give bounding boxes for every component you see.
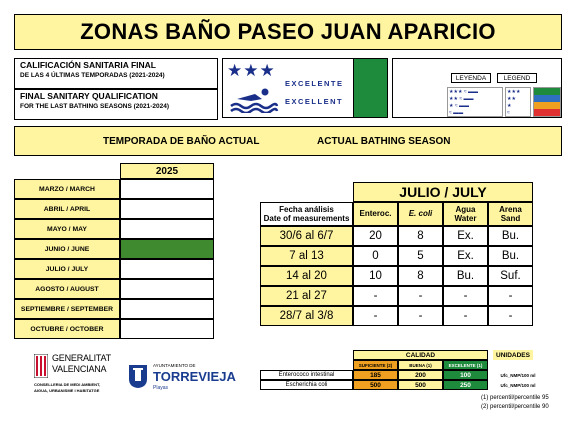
measurement-sand: Bu. — [488, 226, 533, 246]
legend-en-icons: ★★★ ★★ ★ ≈ — [505, 87, 531, 117]
gva-sub-1: CONSELLERIA DE MEDI AMBIENT, — [34, 382, 101, 387]
header-date — [260, 202, 353, 226]
measurement-ecoli: - — [398, 306, 443, 326]
month-status-cell — [120, 199, 214, 219]
badge-color-strip — [354, 58, 388, 118]
quality-level-label: EXCELENTE (1) — [443, 360, 488, 370]
legend-label-en: LEGEND — [497, 73, 537, 83]
torrevieja-emblem-icon — [127, 363, 149, 389]
measurement-enteroc: 0 — [353, 246, 398, 266]
badge-en: EXCELLENT — [285, 97, 344, 106]
qualification-es-subtitle: DE LAS 4 ÚLTIMAS TEMPORADAS (2021-2024) — [20, 72, 165, 79]
quality-level-label: SUFICIENTE (2) — [353, 360, 398, 370]
legend-es-icons: ★★★ ≈ ▬▬ ★★ ≈ ▬▬ ★ ≈ ▬▬ ≈ ▬▬ — [447, 87, 503, 117]
measurement-water: Ex. — [443, 246, 488, 266]
quality-sufficient-value: 185 — [353, 370, 398, 380]
measurement-sand: - — [488, 286, 533, 306]
header-date-es: Fecha análisis — [279, 204, 334, 214]
header-date-en: Date of measurements — [263, 214, 350, 223]
month-status-cell — [120, 259, 214, 279]
current-season-banner — [14, 126, 562, 156]
generalitat-logo — [34, 353, 120, 403]
qualification-es — [14, 58, 218, 89]
swimmer-icon — [229, 87, 279, 113]
month-status-cell — [120, 239, 214, 259]
quality-unit: Ufc_NMP/100 ml — [500, 372, 536, 378]
qualification-en — [14, 89, 218, 120]
gva-sub-2: AIGUA, URBANISME I HABITATGE — [34, 388, 100, 393]
measurement-enteroc: 10 — [353, 266, 398, 286]
measurement-water: Ex. — [443, 226, 488, 246]
measurement-water: - — [443, 306, 488, 326]
quality-sufficient-value: 500 — [353, 380, 398, 390]
measurement-date: 7 al 13 — [260, 246, 353, 266]
quality-good-value: 200 — [398, 370, 443, 380]
header-water — [443, 202, 488, 226]
page-title: ZONAS BAÑO PASEO JUAN APARICIO — [14, 14, 562, 50]
measurement-enteroc: - — [353, 306, 398, 326]
badge-es: EXCELENTE — [285, 79, 344, 88]
generalitat-emblem-icon — [34, 354, 48, 378]
month-status-cell — [120, 299, 214, 319]
qualification-en-title: FINAL SANITARY QUALIFICATION — [20, 91, 158, 101]
measurement-sand: Suf. — [488, 266, 533, 286]
month-label: MAYO / MAY — [14, 219, 120, 239]
month-status-cell — [120, 319, 214, 339]
measurement-date: 14 al 20 — [260, 266, 353, 286]
legend-color-swatches — [533, 87, 561, 117]
month-label: AGOSTO / AUGUST — [14, 279, 120, 299]
current-season-es: TEMPORADA DE BAÑO ACTUAL — [103, 136, 260, 147]
year-header: 2025 — [120, 163, 214, 179]
legend-label-es: LEYENDA — [451, 73, 491, 83]
measurement-sand: - — [488, 306, 533, 326]
month-status-cell — [120, 179, 214, 199]
measurement-ecoli: 8 — [398, 226, 443, 246]
month-status-cell — [120, 279, 214, 299]
quality-row-name: Enterococo intestinal — [260, 370, 353, 380]
measurement-ecoli: 5 — [398, 246, 443, 266]
measurement-sand: Bu. — [488, 246, 533, 266]
gva-name-1: GENERALITAT — [52, 353, 111, 363]
measurement-ecoli: - — [398, 286, 443, 306]
torrevieja-logo — [127, 363, 236, 399]
measurement-date: 30/6 al 6/7 — [260, 226, 353, 246]
measurement-date: 28/7 al 3/8 — [260, 306, 353, 326]
header-sand-en: Sand — [500, 214, 521, 223]
units-title: UNIDADES — [493, 350, 533, 360]
measurement-water: - — [443, 286, 488, 306]
quality-level-label: BUENA (1) — [398, 360, 443, 370]
measurement-date: 21 al 27 — [260, 286, 353, 306]
stars-icon: ★★★ — [227, 61, 276, 80]
header-water-es: Agua — [455, 204, 476, 214]
quality-good-value: 500 — [398, 380, 443, 390]
measurement-enteroc: - — [353, 286, 398, 306]
month-label: SEPTIEMBRE / SEPTEMBER — [14, 299, 120, 319]
month-status-cell — [120, 219, 214, 239]
torrevieja-name: TORREVIEJA — [153, 369, 236, 384]
header-enteroc: Enteroc. — [353, 202, 398, 226]
measurement-water: Bu. — [443, 266, 488, 286]
excellent-badge — [222, 58, 354, 118]
torrevieja-small: AYUNTAMIENTO DE — [153, 363, 196, 368]
header-sand — [488, 202, 533, 226]
quality-title: CALIDAD — [353, 350, 488, 360]
quality-excellent-value: 250 — [443, 380, 488, 390]
header-ecoli: E. coli — [398, 202, 443, 226]
measurement-enteroc: 20 — [353, 226, 398, 246]
header-water-en: Water — [454, 214, 477, 223]
month-label: ABRIL / APRIL — [14, 199, 120, 219]
month-label: JUNIO / JUNE — [14, 239, 120, 259]
header-sand-es: Arena — [499, 204, 522, 214]
legend — [392, 58, 562, 118]
torrevieja-sub: Playas — [153, 385, 169, 391]
month-label: JULIO / JULY — [14, 259, 120, 279]
current-season-en: ACTUAL BATHING SEASON — [317, 136, 451, 147]
measurement-ecoli: 8 — [398, 266, 443, 286]
qualification-es-title: CALIFICACIÓN SANITARIA FINAL — [20, 60, 156, 70]
measurements-month-title: JULIO / JULY — [353, 182, 533, 202]
gva-name-2: VALENCIANA — [52, 364, 107, 374]
note-2: (2) percentil/percentile 90 — [481, 404, 549, 410]
note-1: (1) percentil/percentile 95 — [481, 395, 549, 401]
month-label: OCTUBRE / OCTOBER — [14, 319, 120, 339]
quality-row-name: Escherichia coli — [260, 380, 353, 390]
quality-unit: Ufc_NMP/100 ml — [500, 382, 536, 388]
month-label: MARZO / MARCH — [14, 179, 120, 199]
quality-excellent-value: 100 — [443, 370, 488, 380]
qualification-en-subtitle: FOR THE LAST BATHING SEASONS (2021-2024) — [20, 103, 170, 110]
